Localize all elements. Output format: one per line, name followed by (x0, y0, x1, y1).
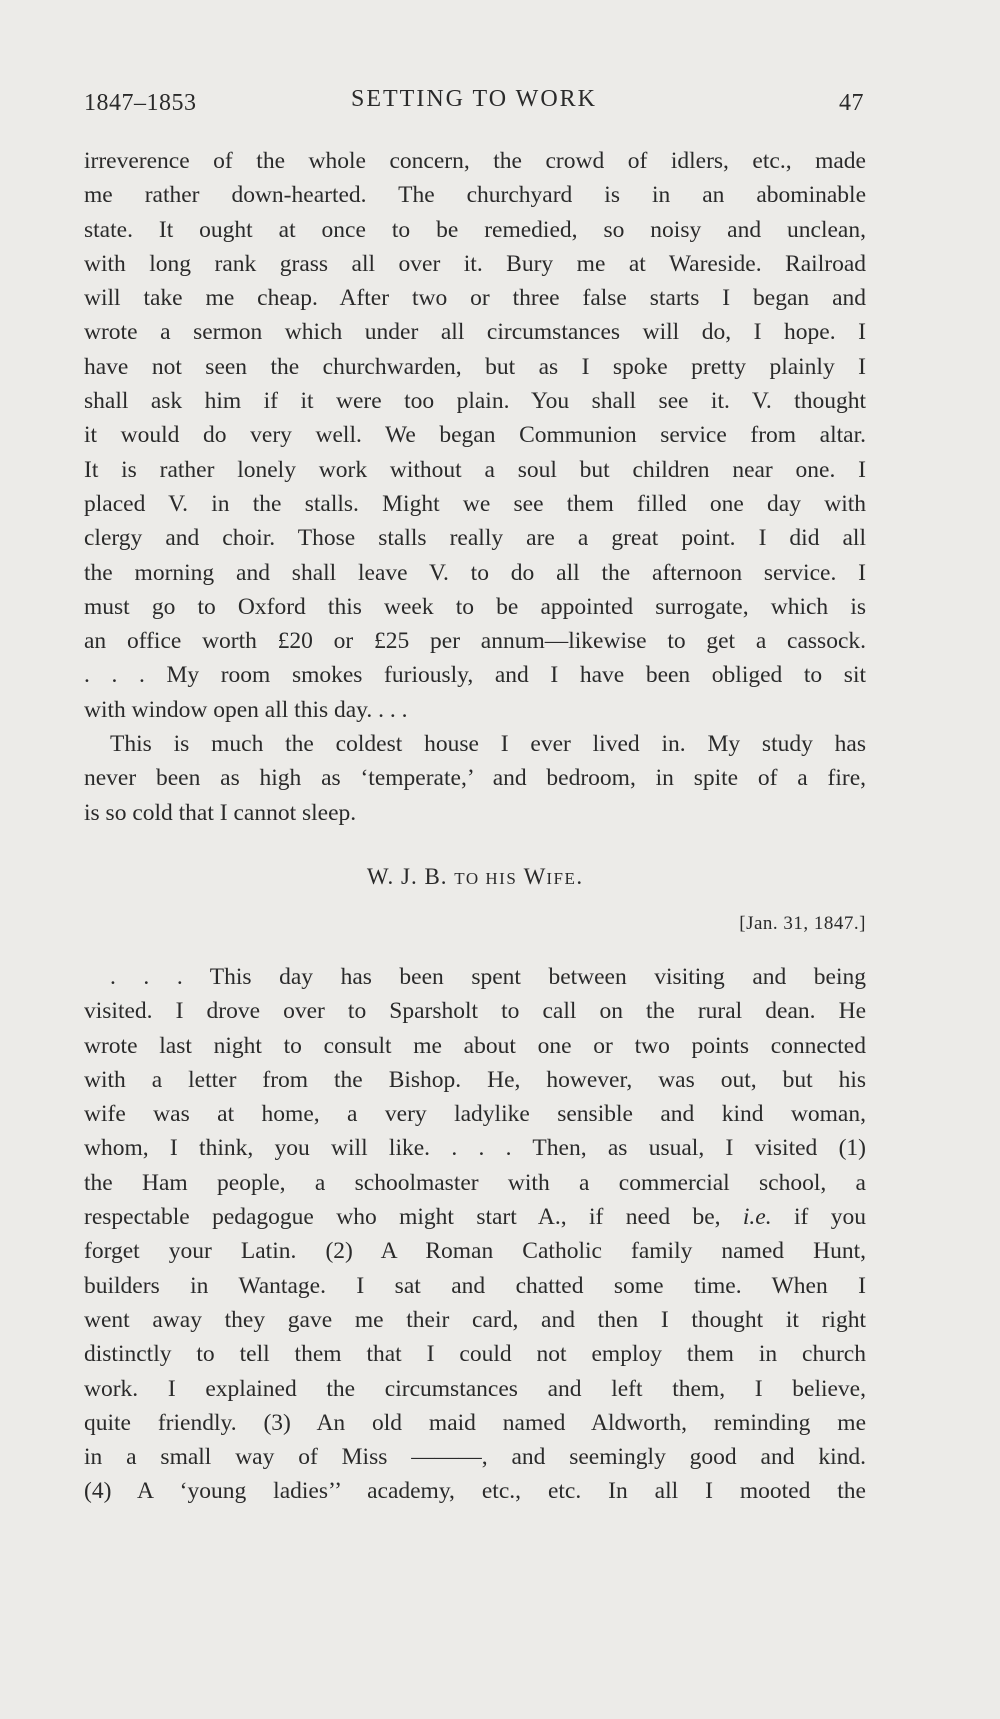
text-line: will take me cheap. After two or three false starts I began and (84, 285, 866, 312)
text-line: state. It ought at once to be remedied, so noisy and unclean, (84, 216, 866, 243)
text-line: This is much the coldest house I ever lived in. My study has (110, 731, 866, 758)
text-line: went away they gave me their card, and then I thought it right (84, 1306, 866, 1333)
text-line: with long rank grass all over it. Bury me at Wareside. Railroad (84, 250, 866, 277)
text-line: me rather down-hearted. The churchyard is in an abominable (84, 182, 866, 209)
text-line: whom, I think, you will like. . . . Then, as usual, I visited (1) (84, 1135, 866, 1162)
text-line: work. I explained the circumstances and left them, I believe, (84, 1375, 866, 1402)
text-line: irreverence of the whole concern, the crowd of idlers, etc., made (84, 148, 866, 174)
text-line: . . . This day has been spent between visiting and being (110, 964, 866, 990)
text-line: in a small way of Miss ———, and seemingly good and kind. (84, 1444, 866, 1471)
text-line: It is rather lonely work without a soul but children near one. I (84, 456, 866, 483)
text-line: with a letter from the Bishop. He, however, was out, but his (84, 1066, 866, 1093)
running-head (84, 84, 864, 124)
header-title: SETTING TO WORK (351, 86, 597, 112)
paragraph-block-1 (84, 144, 866, 830)
paragraph-block-2 (84, 960, 866, 1509)
text-line: never been as high as ‘temperate,’ and bedroom, in spite of a fire, (84, 765, 866, 792)
italic-ie: i.e. (742, 1204, 772, 1231)
text-line: with window open all this day. . . . (84, 696, 408, 723)
text-line: it would do very well. We began Communion service from altar. (84, 422, 866, 449)
heading-to-his: TO HIS (454, 869, 518, 888)
letter-heading (84, 864, 866, 890)
text-line: clergy and choir. Those stalls really are a great point. I did all (84, 525, 866, 552)
text-line: the Ham people, a schoolmaster with a commercial school, a (84, 1169, 866, 1196)
letter-date: [Jan. 31, 1847.] (739, 913, 866, 934)
header-years: 1847–1853 (84, 90, 197, 116)
text-segment: respectable pedagogue who might start A., if need be, (84, 1204, 743, 1231)
text-line: wife was at home, a very ladylike sensible and kind woman, (84, 1101, 866, 1128)
text-line: (4) A ‘young ladies’’ academy, etc., etc. In all I mooted the (84, 1478, 866, 1505)
text-line: an office worth £20 or £25 per annum—likewise to get a cassock. (84, 628, 866, 655)
text-line: quite friendly. (3) An old maid named Aldworth, reminding me (84, 1409, 866, 1436)
text-line: . . . My room smokes furiously, and I have been obliged to sit (84, 662, 866, 689)
heading-period: . (576, 864, 584, 889)
text-line: must go to Oxford this week to be appointed surrogate, which is (84, 593, 866, 620)
text-line: placed V. in the stalls. Might we see them filled one day with (84, 490, 866, 517)
text-line: the morning and shall leave V. to do all the afternoon service. I (84, 559, 866, 586)
text-line (84, 1200, 866, 1234)
text-line: builders in Wantage. I sat and chatted some time. When I (84, 1272, 866, 1299)
text-line: is so cold that I cannot sleep. (84, 799, 357, 826)
text-line: shall ask him if it were too plain. You shall see it. V. thought (84, 388, 866, 415)
text-line: wrote last night to consult me about one or two points connected (84, 1032, 866, 1059)
text-line: wrote a sermon which under all circumstances will do, I hope. I (84, 319, 866, 346)
heading-w: W (523, 864, 547, 889)
text-line: have not seen the churchwarden, but as I spoke pretty plainly I (84, 353, 866, 380)
heading-ife: IFE (546, 869, 577, 888)
text-line: forget your Latin. (2) A Roman Catholic family named Hunt, (84, 1238, 866, 1265)
heading-initials: W. J. B. (366, 864, 448, 889)
text-segment: if you (771, 1204, 866, 1231)
text-line: visited. I drove over to Sparsholt to call on the rural dean. He (84, 998, 866, 1025)
text-line: distinctly to tell them that I could not employ them in church (84, 1341, 866, 1368)
page-number: 47 (839, 90, 864, 116)
